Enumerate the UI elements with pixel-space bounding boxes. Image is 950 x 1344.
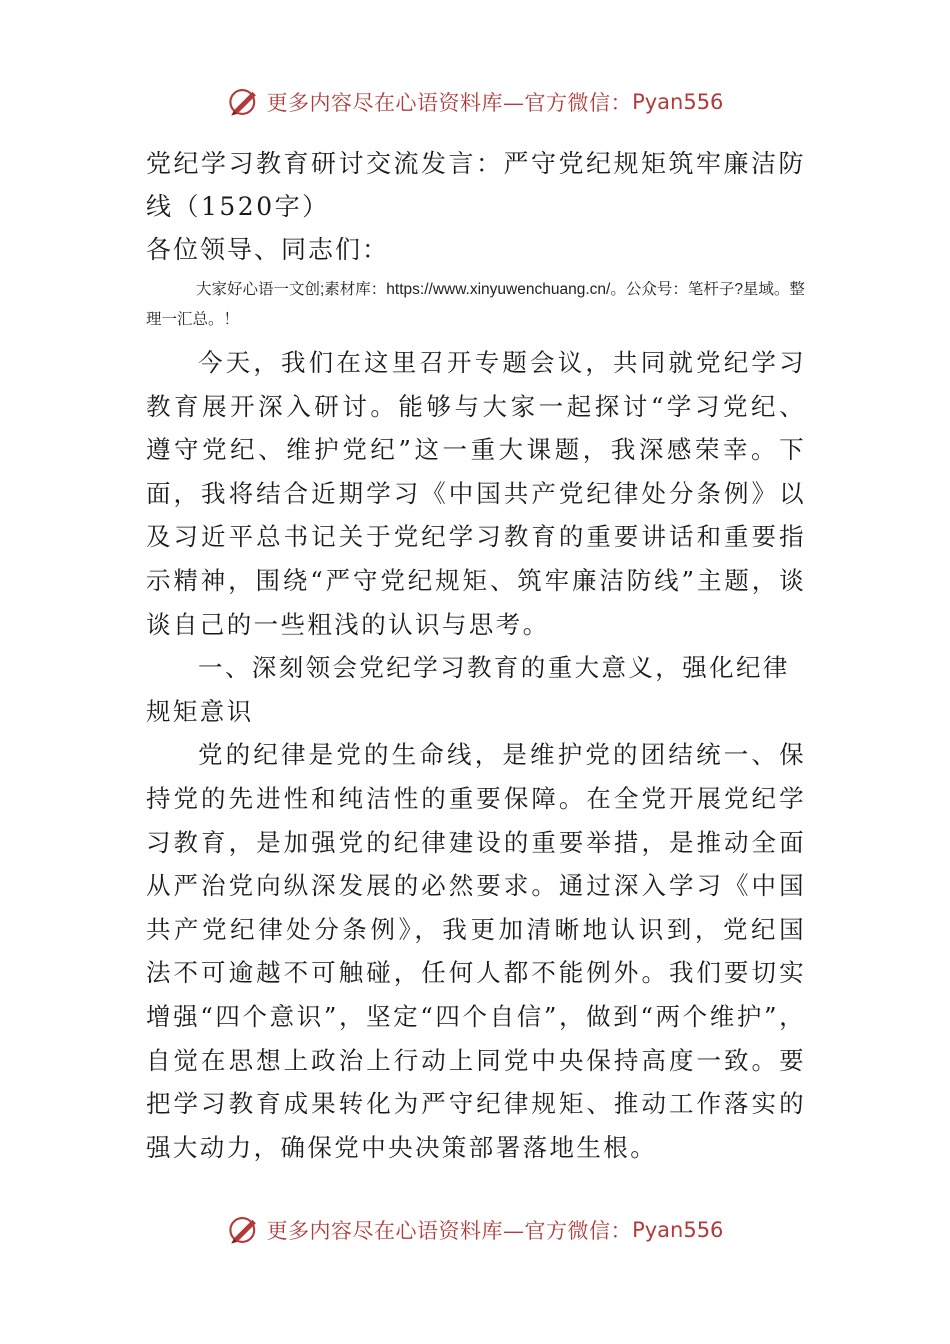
- greeting: 各位领导、同志们：: [146, 235, 390, 264]
- banner-handle: Pyan556: [632, 90, 724, 114]
- document-body: [146, 142, 806, 1169]
- pen-logo-icon: [227, 1213, 261, 1247]
- pen-logo-icon: [227, 85, 261, 119]
- paragraph-intro: 今天，我们在这里召开专题会议，共同就党纪学习教育展开深入研讨。能够与大家一起探讨“学习党纪、遵守党纪、维护党纪”这一重大课题，我深感荣幸。下面，我将结合近期学习《中国共产党纪律处分条例》以及习近平总书记关于党纪学习教育的重要讲话和重要指示精神，围绕“严守党纪规矩、筑牢廉洁防线”主题，谈谈自己的一些粗浅的认识与思考。: [146, 348, 806, 639]
- source-note: 大家好心语一文创;素材库：https://www.xinyuwenchuang.cn/。公众号：笔杆子?星域。整理一汇总。！: [146, 281, 805, 328]
- footer-banner: [0, 1210, 950, 1250]
- banner-text: 更多内容尽在心语资料库—官方微信：: [266, 1219, 633, 1243]
- document-title: 党纪学习教育研讨交流发言：严守党纪规矩筑牢廉洁防线（1520字）: [146, 149, 807, 221]
- section-heading-1: 一、深刻领会党纪学习教育的重大意义，强化纪律规矩意识: [146, 653, 790, 726]
- header-banner: [0, 82, 950, 122]
- paragraph-section-1: 党的纪律是党的生命线，是维护党的团结统一、保持党的先进性和纯洁性的重要保障。在全党开展党纪学习教育，是加强党的纪律建设的重要举措，是推动全面从严治党向纵深发展的必然要求。通过深入学习《中国共产党纪律处分条例》，我更加清晰地认识到，党纪国法不可逾越不可触碰，任何人都不能例外。我们要切实增强“四个意识”，坚定“四个自信”，做到“两个维护”，自觉在思想上政治上行动上同党中央保持高度一致。要把学习教育成果转化为严守纪律规矩、推动工作落实的强大动力，确保党中央决策部署落地生根。: [146, 740, 806, 1162]
- banner-handle: Pyan556: [632, 1218, 724, 1242]
- banner-text: 更多内容尽在心语资料库—官方微信：: [266, 91, 633, 115]
